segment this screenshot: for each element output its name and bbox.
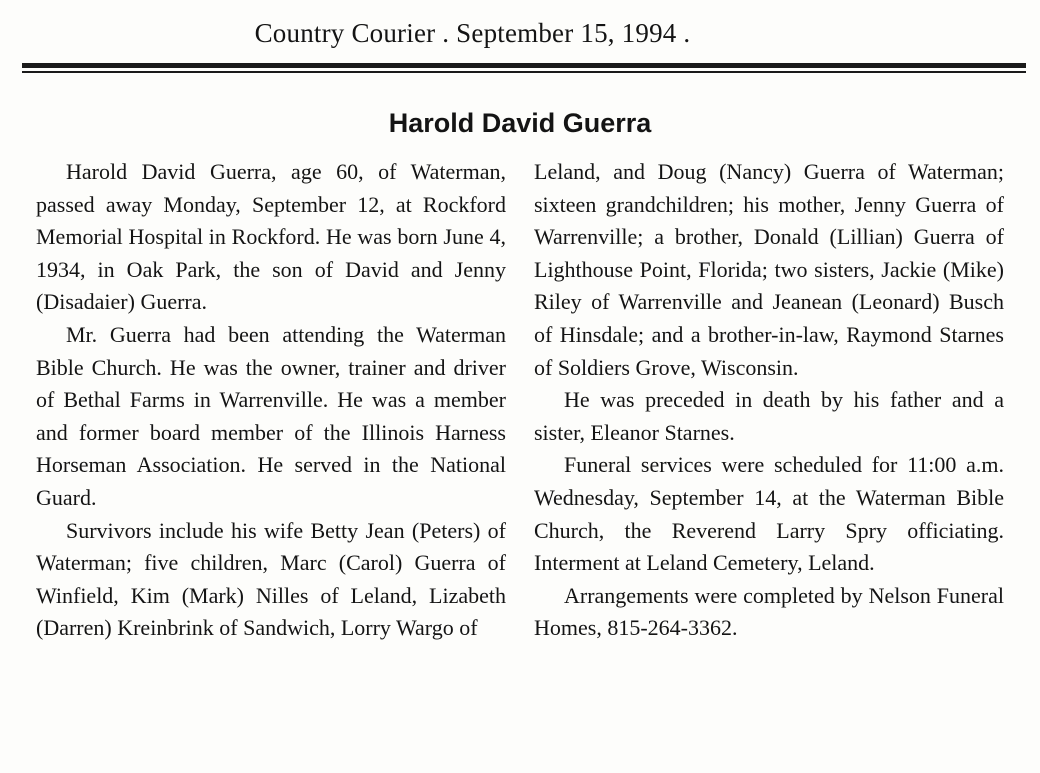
article-headline: Harold David Guerra xyxy=(388,108,652,138)
article-column-left xyxy=(36,156,506,645)
article-paragraph: Harold David Guerra, age 60, of Waterman, passed away Monday, September 12, at Rockford Memorial Hospital in Rockford. He was born June 4, 1934, in Oak Park, the son of David and Jenny (Disadaier) Guerra. xyxy=(36,159,506,315)
article-paragraph: Mr. Guerra had been attending the Waterman Bible Church. He was the owner, trainer and driver of Bethal Farms in Warrenville. He was a member and former board member of the Illinois Harness Horseman Association. He served in the National Guard. xyxy=(36,321,506,510)
article-paragraph: He was preceded in death by his father and a sister, Eleanor Starnes. xyxy=(534,387,1004,445)
article-paragraph: Arrangements were completed by Nelson Funeral Homes, 815-264-3362. xyxy=(534,582,1004,641)
masthead-rule-thick xyxy=(22,63,1026,68)
masthead-title: Country Courier . September 15, 1994 . xyxy=(254,18,691,48)
masthead xyxy=(0,18,1040,49)
article-paragraph: Survivors include his wife Betty Jean (Peters) of Waterman; five children, Marc (Carol) Guerra of Winfield, Kim (Mark) Nilles of Leland, Lizabeth (Darren) Kreinbrink of Sandwich, Lorry Wargo of xyxy=(36,517,506,641)
article-column-right xyxy=(534,156,1004,645)
masthead-rule-thin xyxy=(22,71,1026,73)
article-paragraph-continued: Leland, and Doug (Nancy) Guerra of Waterman; sixteen grandchildren; his mother, Jenny Guerra of Warrenville; a brother, Donald (Lillian) Guerra of Lighthouse Point, Florida; two sisters, Jackie (Mike) Riley of Warrenville and Jeanean (Leonard) Busch of Hinsdale; and a brother-in-law, Raymond Starnes of Soldiers Grove, Wisconsin. xyxy=(534,159,1004,380)
article-paragraph: Funeral services were scheduled for 11:00 a.m. Wednesday, September 14, at the Waterman Bible Church, the Reverend Larry Spry officiating. Interment at Leland Cemetery, Leland. xyxy=(534,452,1004,576)
